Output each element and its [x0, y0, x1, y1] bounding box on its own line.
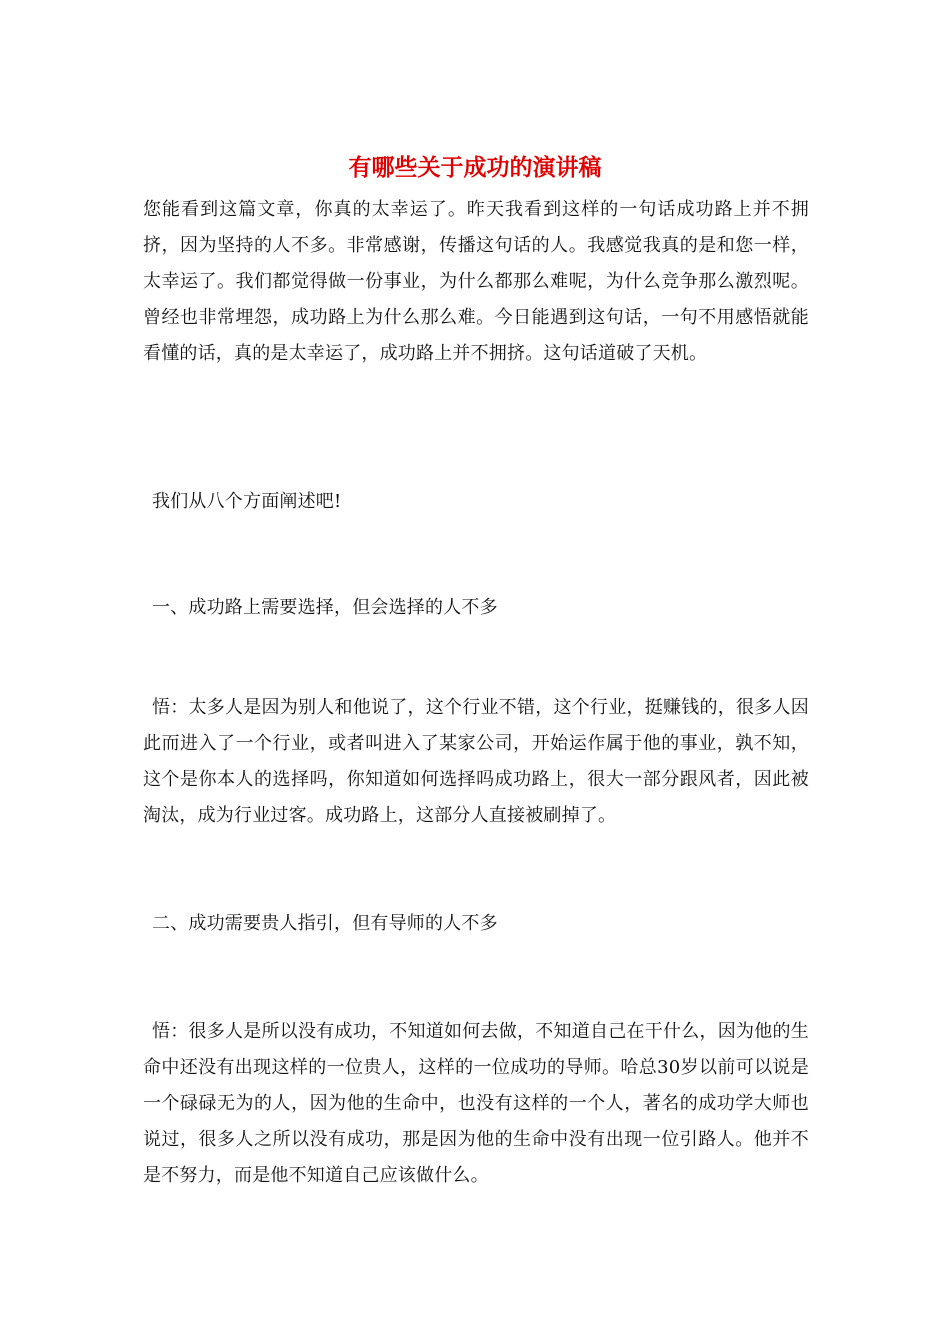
section-body-two: 悟：很多人是所以没有成功，不知道如何去做，不知道自己在干什么，因为他的生命中还没有出现这样的一位贵人，这样的一位成功的导师。哈总30岁以前可以说是一个碌碌无为的人，因为他的生命中，也没有这样的一个人，著名的成功学大师也说过，很多人之所以没有成功，那是因为他的生命中没有出现一位引路人。他并不是不努力，而是他不知道自己应该做什么。: [143, 1021, 809, 1186]
lead-paragraph: 我们从八个方面阐述吧!: [152, 491, 342, 512]
intro-paragraph: 您能看到这篇文章，你真的太幸运了。昨天我看到这样的一句话成功路上并不拥挤，因为坚持的人不多。非常感谢，传播这句话的人。我感觉我真的是和您一样，太幸运了。我们都觉得做一份事业，为什么都那么难呢，为什么竞争那么激烈呢。曾经也非常埋怨，成功路上为什么那么难。今日能遇到这句话，一句不用感悟就能看懂的话，真的是太幸运了，成功路上并不拥挤。这句话道破了天机。: [143, 199, 809, 364]
section-body-one: 悟：太多人是因为别人和他说了，这个行业不错，这个行业，挺赚钱的，很多人因此而进入了一个行业，或者叫进入了某家公司，开始运作属于他的事业，孰不知，这个是你本人的选择吗，你知道如何选择吗成功路上，很大一部分跟风者，因此被淘汰，成为行业过客。成功路上，这部分人直接被刷掉了。: [143, 697, 809, 826]
section-heading-one: 一、成功路上需要选择，但会选择的人不多: [152, 597, 498, 618]
document-title: 有哪些关于成功的演讲稿: [348, 154, 602, 181]
section-heading-two: 二、成功需要贵人指引，但有导师的人不多: [152, 913, 498, 934]
